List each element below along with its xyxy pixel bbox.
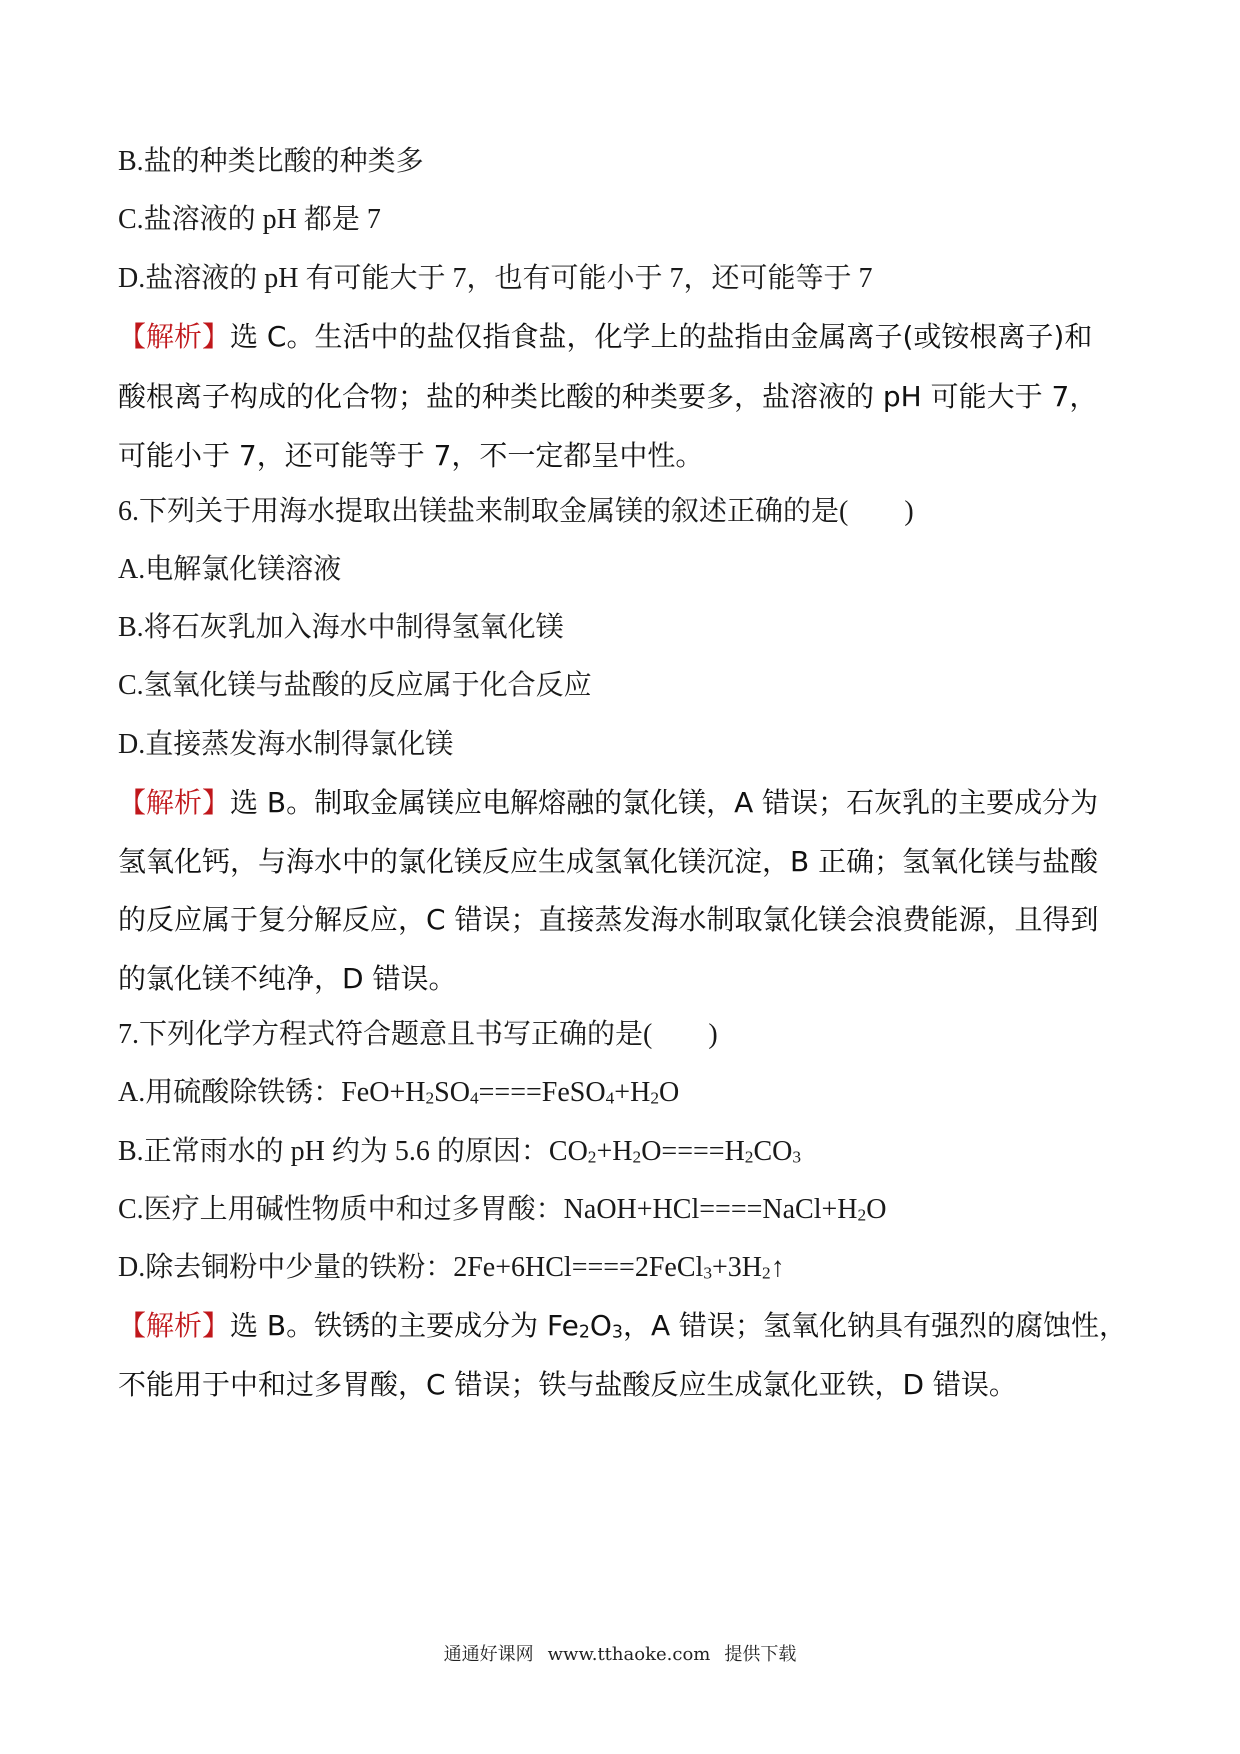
q5-option-d: D.盐溶液的 pH 有可能大于 7，也有可能小于 7，还可能等于 7 [118, 263, 873, 294]
q7-option-b: B.正常雨水的 pH 约为 5.6 的原因：$CO_2+H_2O====H_2CO_3$ [118, 1136, 802, 1167]
q7-stem: 7.下列化学方程式符合题意且书写正确的是( ) [118, 1019, 718, 1050]
q7-option-c: C.医疗上用碱性物质中和过多胃酸：$NaOH+HCl====NaCl+H_2O$ [118, 1194, 887, 1225]
q5-option-c: C.盐溶液的 pH 都是 7 [118, 204, 381, 235]
page-footer [0, 1640, 1240, 1666]
q6-option-c: C.氢氧化镁与盐酸的反应属于化合反应 [118, 670, 592, 701]
q7-analysis-line-2: 不能用于中和过多胃酸，C 错误；铁与盐酸反应生成氯化亚铁，D 错误。 [118, 1368, 1017, 1401]
q7-option-a: A.用硫酸除铁锈：$FeO+H_2SO_4====FeSO_4+H_2O$ [118, 1077, 680, 1108]
footer-site-name: 通通好课网 [443, 1644, 534, 1665]
q6-option-d: D.直接蒸发海水制得氯化镁 [118, 729, 454, 760]
q5-analysis-line-3: 可能小于 7，还可能等于 7，不一定都呈中性。 [118, 439, 704, 472]
q5-analysis-line-2: 酸根离子构成的化合物；盐的种类比酸的种类要多，盐溶液的 pH 可能大于 7， [118, 380, 1098, 413]
analysis-tag: 【解析】 [118, 320, 231, 353]
q6-stem: 6.下列关于用海水提取出镁盐来制取金属镁的叙述正确的是( ) [118, 496, 914, 527]
analysis-tag: 【解析】 [118, 1309, 231, 1342]
analysis-tag: 【解析】 [118, 786, 231, 819]
q7-analysis-line-1: 【解析】选 B。铁锈的主要成分为 $Fe_2O_3$，A 错误；氢氧化钠具有强烈的腐蚀性， [118, 1309, 1128, 1343]
q7-option-d: D.除去铜粉中少量的铁粉：$2Fe+6HCl====2FeCl_3+3H_2↑$ [118, 1252, 785, 1283]
analysis-text: 选 C。生活中的盐仅指食盐，化学上的盐指由金属离子(或铵根离子)和 [230, 320, 1093, 353]
q6-analysis-line-3: 的反应属于复分解反应，C 错误；直接蒸发海水制取氯化镁会浪费能源，且得到 [118, 903, 1099, 936]
q6-analysis-line-2: 氢氧化钙，与海水中的氯化镁反应生成氢氧化镁沉淀，B 正确；氢氧化镁与盐酸 [118, 845, 1099, 878]
q6-analysis-line-1 [118, 786, 1099, 819]
analysis-text: 选 B。制取金属镁应电解熔融的氯化镁，A 错误；石灰乳的主要成分为 [230, 786, 1099, 819]
q6-option-b: B.将石灰乳加入海水中制得氢氧化镁 [118, 612, 564, 643]
q5-option-b: B.盐的种类比酸的种类多 [118, 146, 424, 177]
q5-analysis-line-1 [118, 320, 1093, 353]
footer-url[interactable]: www.tthaoke.com [547, 1644, 711, 1665]
footer-action: 提供下载 [724, 1644, 797, 1665]
q6-analysis-line-4: 的氯化镁不纯净，D 错误。 [118, 962, 457, 995]
q6-option-a: A.电解氯化镁溶液 [118, 554, 342, 585]
up-arrow-icon: ↑ [770, 1252, 785, 1283]
